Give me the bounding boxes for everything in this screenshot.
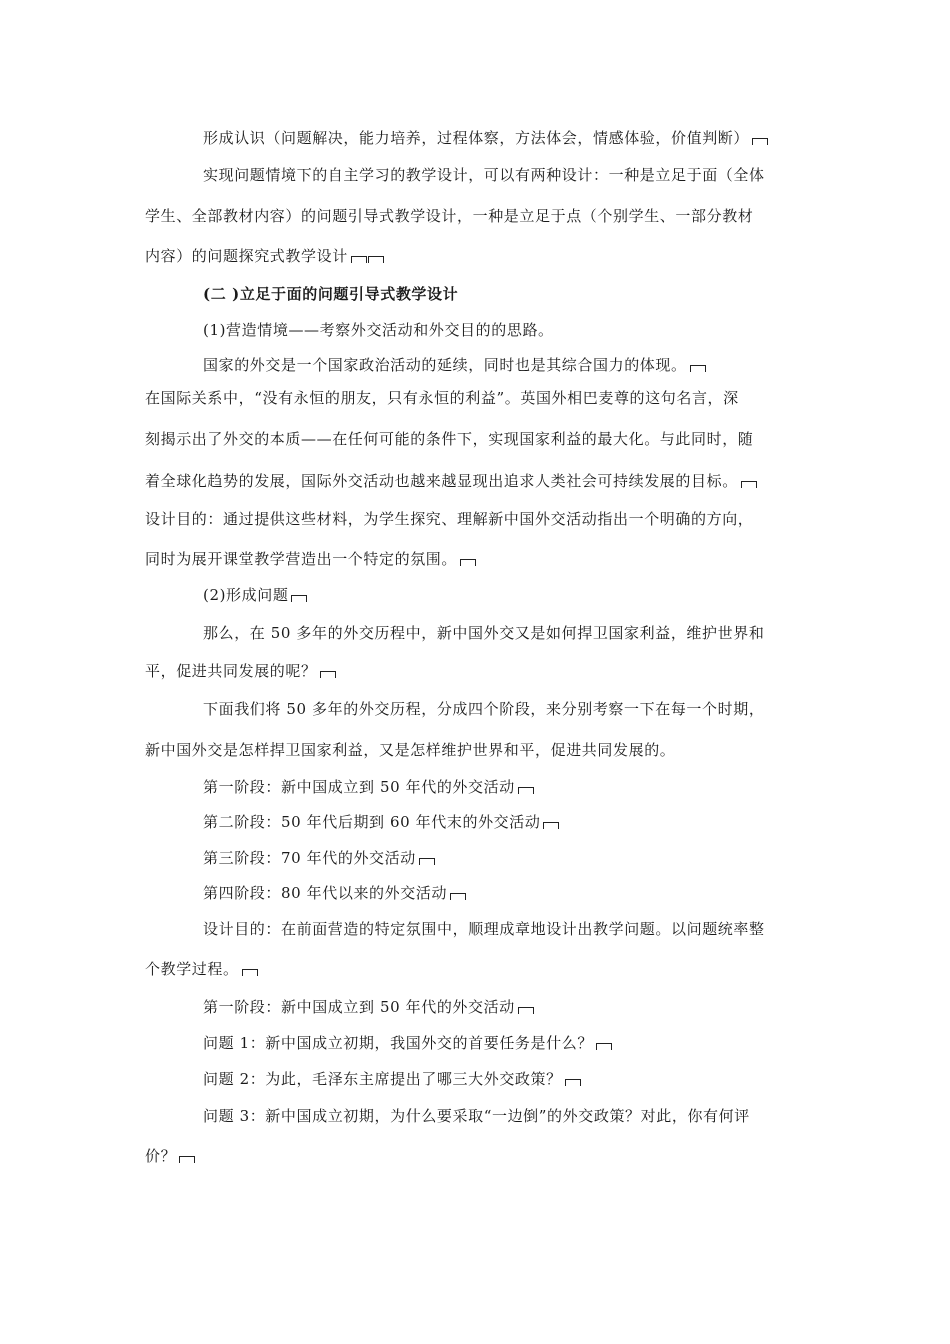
paragraph-mark-icon	[543, 822, 559, 829]
paragraph-line	[203, 699, 764, 719]
paragraph-mark-icon	[460, 559, 476, 566]
paragraph-line	[145, 509, 753, 529]
line-text: 个教学过程。	[145, 960, 239, 978]
line-text: (2)形成问题	[203, 586, 289, 604]
paragraph-mark-icon	[690, 365, 706, 372]
paragraph-mark-icon	[320, 671, 336, 678]
line-text: 实现问题情境下的自主学习的教学设计，可以有两种设计：一种是立足于面（全体	[203, 166, 765, 184]
line-text: 平，促进共同发展的呢？	[145, 662, 317, 680]
paragraph-line	[203, 812, 559, 832]
paragraph-line	[203, 623, 764, 643]
line-text: 内容）的问题探究式教学设计	[145, 247, 348, 265]
line-text: 设计目的：通过提供这些材料，为学生探究、理解新中国外交活动指出一个明确的方向，	[145, 510, 754, 528]
line-text: 设计目的：在前面营造的特定氛围中，顺理成章地设计出教学问题。以问题统率整	[203, 920, 765, 938]
line-text: 第四阶段：80 年代以来的外交活动	[203, 884, 448, 902]
paragraph-line	[145, 429, 753, 449]
paragraph-line	[145, 471, 757, 491]
paragraph-mark-icon	[596, 1043, 612, 1050]
paragraph-line	[145, 206, 753, 226]
paragraph-line	[203, 165, 765, 185]
line-text: 第三阶段：70 年代的外交活动	[203, 849, 416, 867]
paragraph-mark-icon	[518, 787, 534, 794]
paragraph-line	[203, 997, 534, 1017]
line-text: 问题 3：新中国成立初期，为什么要采取“一边倒”的外交政策？对此，你有何评	[203, 1107, 750, 1125]
line-text: 下面我们将 50 多年的外交历程，分成四个阶段，来分别考察一下在每一个时期，	[203, 700, 765, 718]
paragraph-line	[145, 549, 476, 569]
paragraph-line	[145, 388, 739, 408]
heading-text: (二 )立足于面的问题引导式教学设计	[203, 285, 459, 303]
paragraph-mark-icon	[419, 858, 435, 865]
paragraph-line	[203, 777, 534, 797]
paragraph-mark-icon	[351, 256, 367, 263]
paragraph-line	[145, 959, 258, 979]
paragraph-line	[145, 661, 336, 681]
paragraph-line	[145, 246, 384, 266]
line-text: 在国际关系中，“没有永恒的朋友，只有永恒的利益”。英国外相巴麦尊的这句名言，深	[145, 389, 739, 407]
paragraph-mark-icon	[565, 1079, 581, 1086]
line-text: 问题 2：为此，毛泽东主席提出了哪三大外交政策？	[203, 1070, 562, 1088]
paragraph-mark-icon	[368, 256, 384, 263]
paragraph-mark-icon	[291, 595, 307, 602]
paragraph-line	[203, 320, 554, 340]
paragraph-line	[203, 128, 768, 148]
line-text: 第一阶段：新中国成立到 50 年代的外交活动	[203, 778, 515, 796]
paragraph-mark-icon	[752, 138, 768, 145]
line-text: 学生、全部教材内容）的问题引导式教学设计，一种是立足于点（个别学生、一部分教材	[145, 207, 754, 225]
line-text: 价？	[145, 1147, 177, 1165]
paragraph-mark-icon	[179, 1156, 195, 1163]
paragraph-line	[203, 1069, 581, 1089]
paragraph-line	[203, 355, 706, 375]
line-text: 那么，在 50 多年的外交历程中，新中国外交又是如何捍卫国家利益，维护世界和	[203, 624, 765, 642]
paragraph-mark-icon	[741, 481, 757, 488]
line-text: 第一阶段：新中国成立到 50 年代的外交活动	[203, 998, 515, 1016]
paragraph-line	[145, 740, 675, 760]
paragraph-line	[203, 1106, 750, 1126]
paragraph-mark-icon	[450, 893, 466, 900]
line-text: 第二阶段：50 年代后期到 60 年代末的外交活动	[203, 813, 541, 831]
line-text: 同时为展开课堂教学营造出一个特定的氛围。	[145, 550, 458, 568]
paragraph-line	[203, 883, 466, 903]
section-heading	[203, 284, 458, 304]
paragraph-line	[203, 585, 307, 605]
line-text: 问题 1：新中国成立初期，我国外交的首要任务是什么？	[203, 1034, 593, 1052]
paragraph-line	[203, 1033, 612, 1053]
line-text: 刻揭示出了外交的本质——在任何可能的条件下，实现国家利益的最大化。与此同时，随	[145, 430, 754, 448]
paragraph-mark-icon	[242, 969, 258, 976]
line-text: 形成认识（问题解决，能力培养，过程体察，方法体会，情感体验，价值判断）	[203, 129, 750, 147]
line-text: (1)营造情境——考察外交活动和外交目的的思路。	[203, 321, 554, 339]
line-text: 国家的外交是一个国家政治活动的延续，同时也是其综合国力的体现。	[203, 356, 687, 374]
line-text: 着全球化趋势的发展，国际外交活动也越来越显现出追求人类社会可持续发展的目标。	[145, 472, 738, 490]
paragraph-line	[203, 848, 435, 868]
paragraph-line	[203, 919, 765, 939]
paragraph-mark-icon	[518, 1007, 534, 1014]
line-text: 新中国外交是怎样捍卫国家利益，又是怎样维护世界和平，促进共同发展的。	[145, 741, 676, 759]
paragraph-line	[145, 1146, 195, 1166]
